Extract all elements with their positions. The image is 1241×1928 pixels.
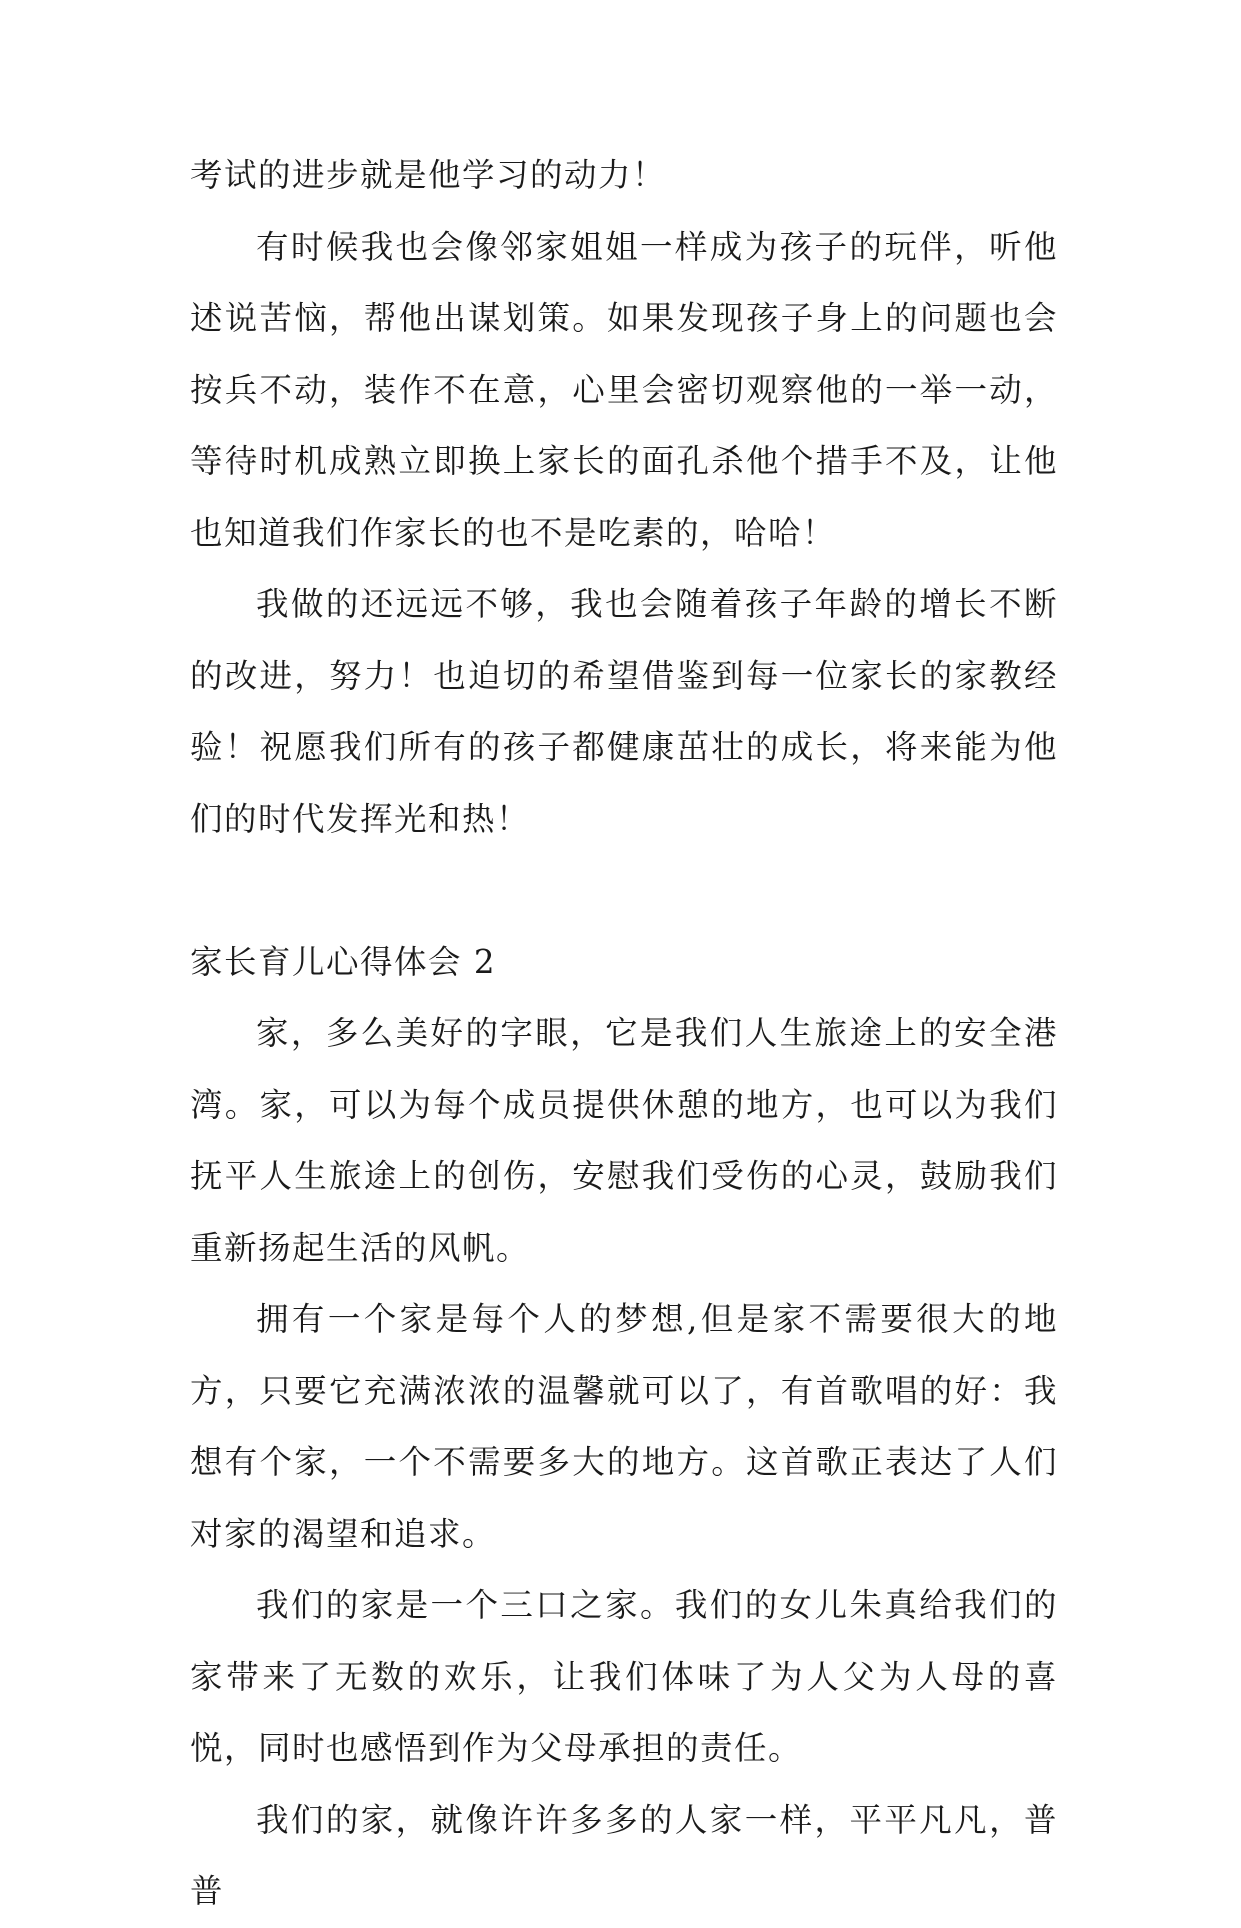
section-paragraph-4: 我们的家，就像许许多多的人家一样，平平凡凡，普普 (190, 1800, 1058, 1910)
section-gap (190, 855, 1058, 927)
section-title: 家长育儿心得体会 2 (190, 942, 497, 981)
continued-paragraph-3: 我做的还远远不够，我也会随着孩子年龄的增长不断的改进，努力！也迫切的希望借鉴到每一位家长的家教经验！祝愿我们所有的孩子都健康茁壮的成长，将来能为他们的时代发挥光和热！ (190, 585, 1058, 838)
continued-paragraph-2: 有时候我也会像邻家姐姐一样成为孩子的玩伴，听他述说苦恼，帮他出谋划策。如果发现孩子身上的问题也会按兵不动，装作不在意，心里会密切观察他的一举一动，等待时机成熟立即换上家长的面孔杀他个措手不及，让他也知道我们作家长的也不是吃素的，哈哈！ (190, 227, 1058, 552)
section-paragraph-1: 家，多么美好的字眼，它是我们人生旅途上的安全港湾。家，可以为每个成员提供休憩的地方，也可以为我们抚平人生旅途上的创伤，安慰我们受伤的心灵，鼓励我们重新扬起生活的风帆。 (190, 1014, 1058, 1267)
continued-paragraph-1: 考试的进步就是他学习的动力！ (190, 156, 667, 194)
section-paragraph-2: 拥有一个家是每个人的梦想,但是家不需要很大的地方，只要它充满浓浓的温馨就可以了，有首歌唱的好：我想有个家，一个不需要多大的地方。这首歌正表达了人们对家的渴望和追求。 (190, 1300, 1058, 1553)
section-paragraph-3: 我们的家是一个三口之家。我们的女儿朱真给我们的家带来了无数的欢乐，让我们体味了为人父为人母的喜悦，同时也感悟到作为父母承担的责任。 (190, 1586, 1058, 1767)
document-body (190, 140, 1058, 1928)
